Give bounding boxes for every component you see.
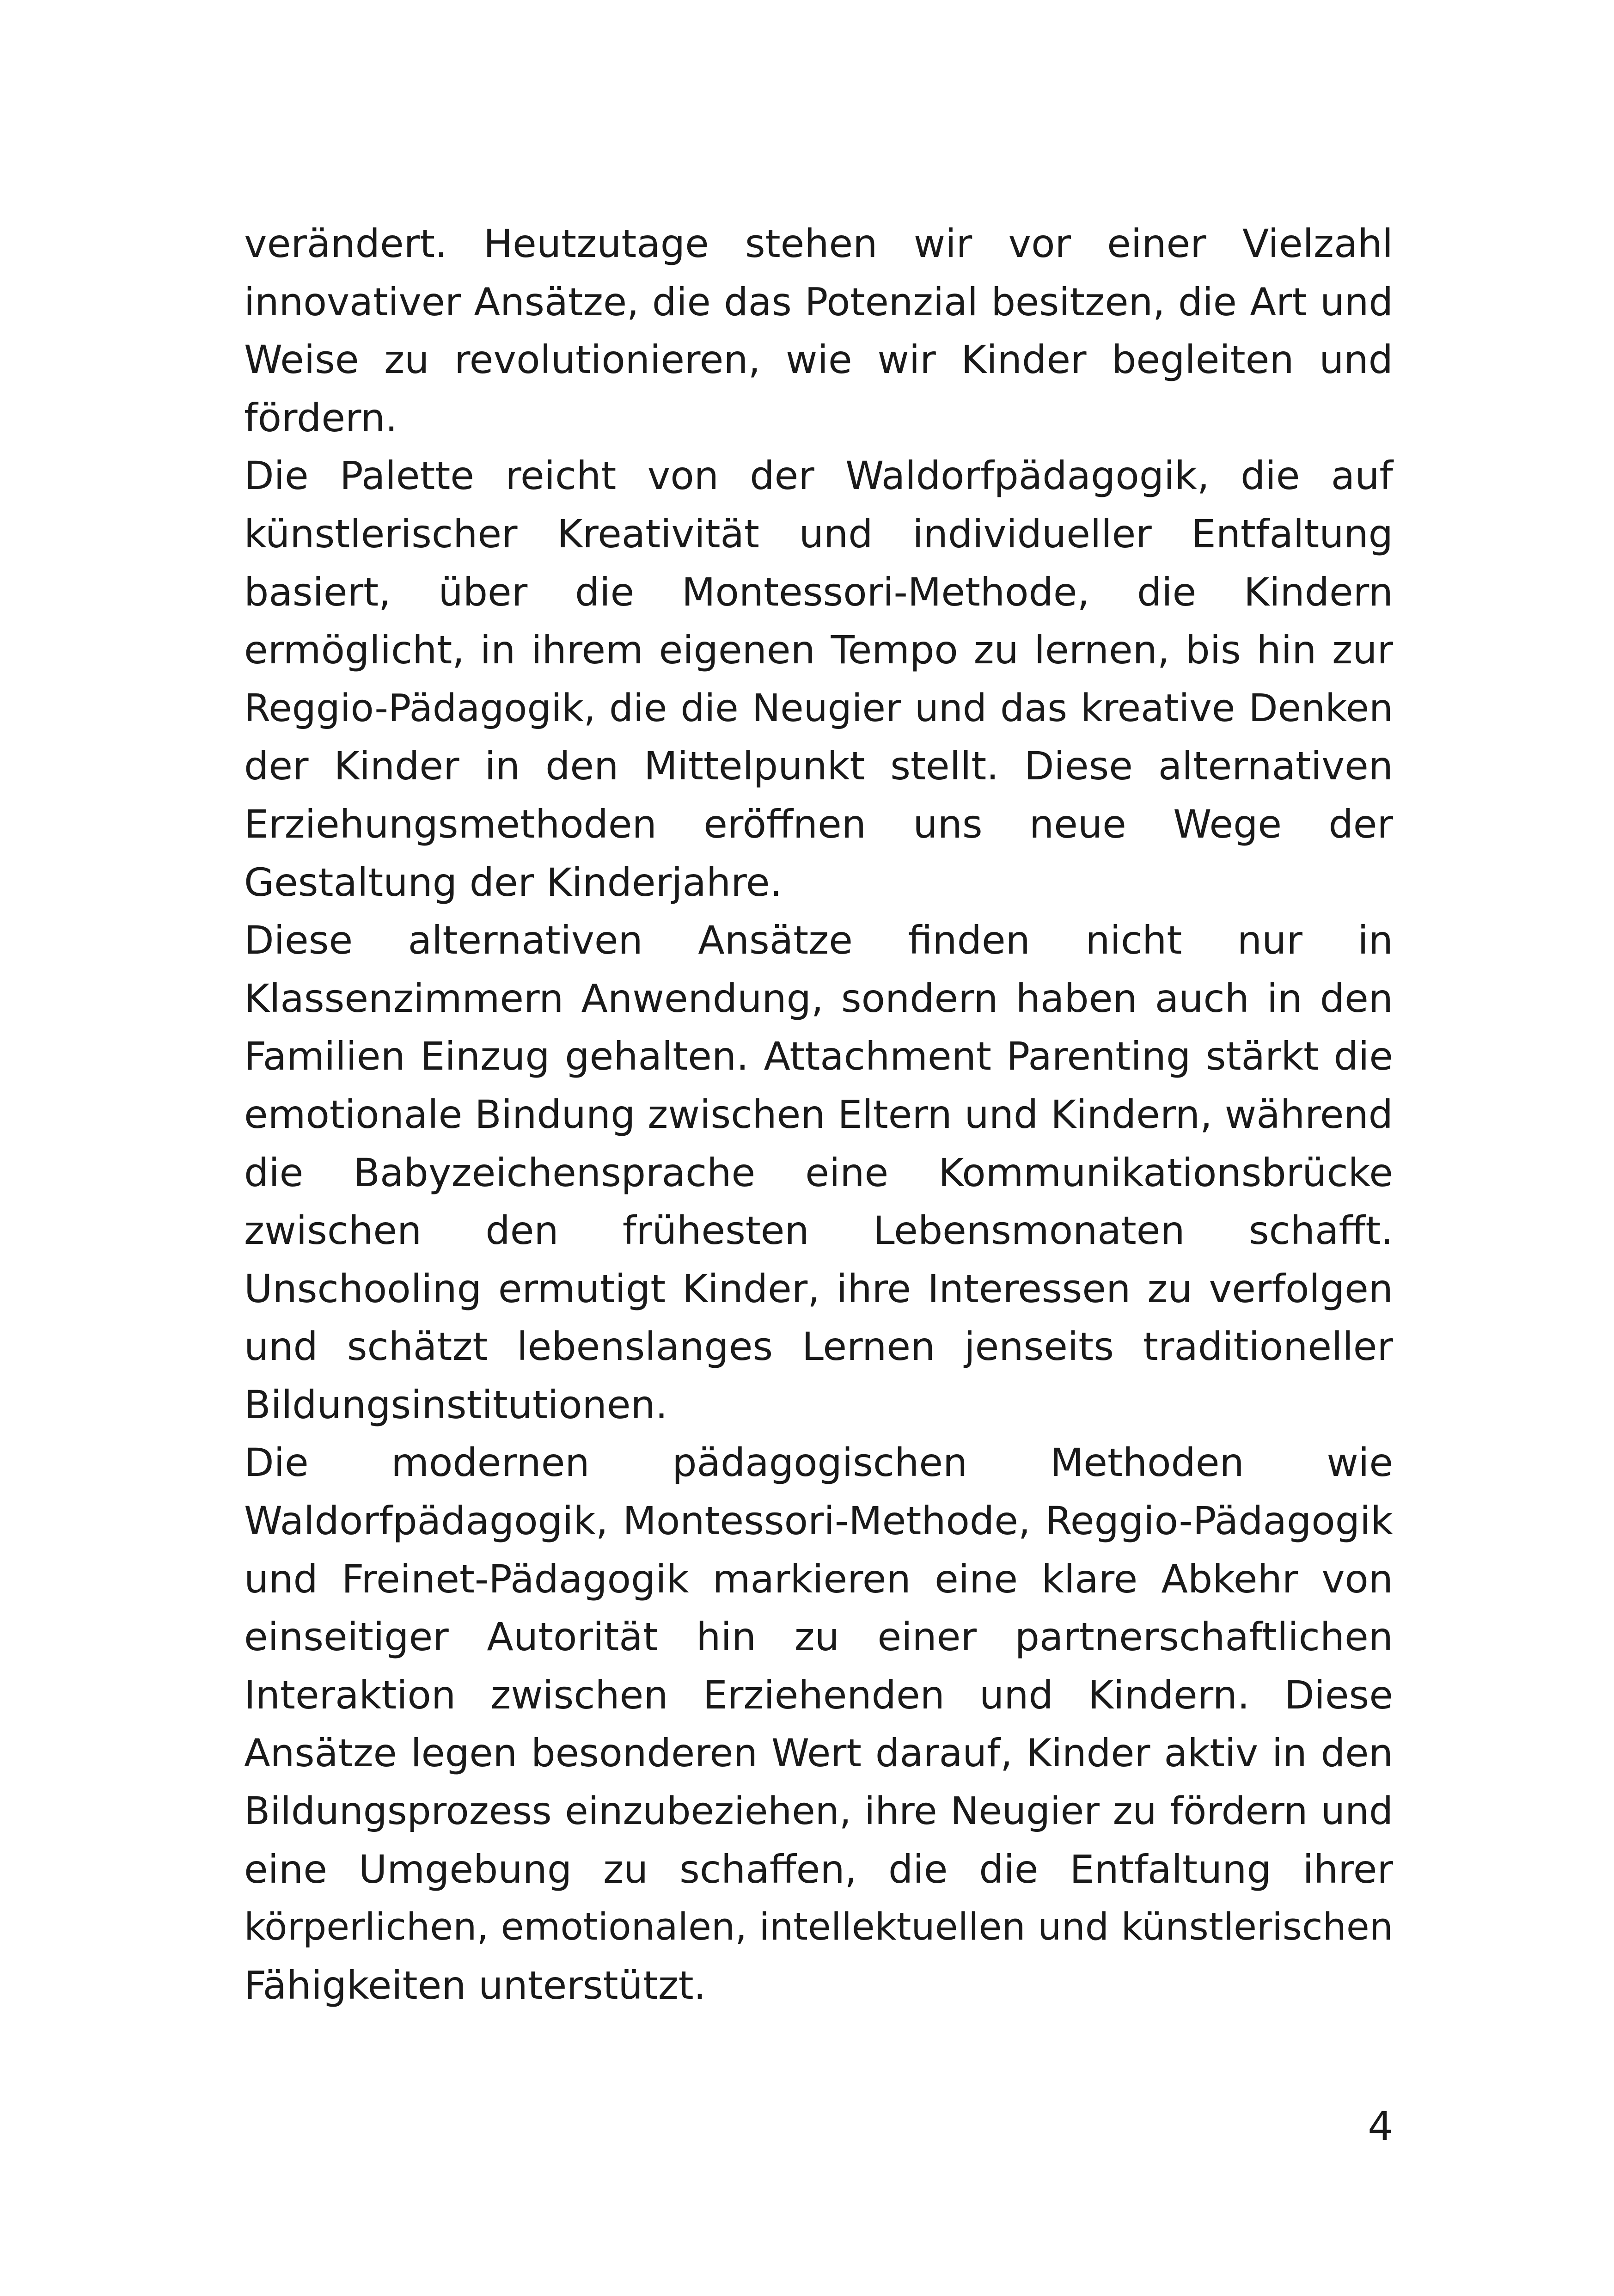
text-line: emotionale Bindung zwischen Eltern und Kindern, während (244, 1091, 1393, 1137)
text-line: künstlerischer Kreativität und individueller Entfaltung (244, 511, 1393, 557)
text-line: eine Umgebung zu schaffen, die die Entfaltung ihrer (244, 1846, 1393, 1892)
text-line: Familien Einzug gehalten. Attachment Parenting stärkt die (244, 1034, 1393, 1079)
text-line: Bildungsprozess einzubeziehen, ihre Neugier zu fördern und (244, 1789, 1393, 1834)
text-line: einseitiger Autorität hin zu einer partnerschaftlichen (244, 1614, 1393, 1660)
text-line: basiert, über die Montessori-Methode, die Kindern (244, 569, 1393, 615)
text-line: Fähigkeiten unterstützt. (244, 1962, 706, 2008)
paragraph-3 (244, 912, 1393, 1434)
text-line: Interaktion zwischen Erziehenden und Kindern. Diese (244, 1672, 1393, 1718)
text-line: verändert. Heutzutage stehen wir vor einer Vielzahl (244, 221, 1393, 266)
body-text (244, 215, 1393, 2014)
text-line: und schätzt lebenslanges Lernen jenseits traditioneller (244, 1324, 1393, 1370)
text-line: Klassenzimmern Anwendung, sondern haben auch in den (244, 975, 1393, 1021)
text-line: körperlichen, emotionalen, intellektuellen und künstlerischen (244, 1905, 1393, 1949)
text-line: der Kinder in den Mittelpunkt stellt. Diese alternativen (244, 743, 1393, 789)
paragraph-2 (244, 447, 1393, 912)
text-line: Die modernen pädagogischen Methoden wie (244, 1440, 1393, 1486)
text-line: Waldorfpädagogik, Montessori-Methode, Reggio-Pädagogik (244, 1498, 1393, 1544)
paragraph-4 (244, 1434, 1393, 2014)
text-line: die Babyzeichensprache eine Kommunikationsbrücke (244, 1150, 1393, 1195)
text-line: ermöglicht, in ihrem eigenen Tempo zu lernen, bis hin zur (244, 627, 1393, 673)
text-line: Gestaltung der Kinderjahre. (244, 859, 783, 905)
text-line: innovativer Ansätze, die das Potenzial besitzen, die Art und (244, 279, 1393, 325)
text-line: Erziehungsmethoden eröffnen uns neue Wege der (244, 801, 1393, 847)
text-line: Unschooling ermutigt Kinder, ihre Interessen zu verfolgen (244, 1266, 1393, 1311)
paragraph-1 (244, 215, 1393, 447)
text-line: Diese alternativen Ansätze finden nicht nur in (244, 918, 1393, 963)
text-line: Bildungsinstitutionen. (244, 1382, 668, 1427)
page-number: 4 (1368, 2103, 1393, 2149)
text-line: und Freinet-Pädagogik markieren eine klare Abkehr von (244, 1556, 1393, 1602)
text-line: Ansätze legen besonderen Wert darauf, Kinder aktiv in den (244, 1731, 1393, 1776)
text-line: fördern. (244, 395, 398, 441)
text-line: Reggio-Pädagogik, die die Neugier und das kreative Denken (244, 686, 1393, 730)
text-line: Die Palette reicht von der Waldorfpädagogik, die auf (244, 453, 1393, 499)
text-line: Weise zu revolutionieren, wie wir Kinder begleiten und (244, 337, 1393, 383)
text-line: zwischen den frühesten Lebensmonaten schafft. (244, 1208, 1393, 1254)
